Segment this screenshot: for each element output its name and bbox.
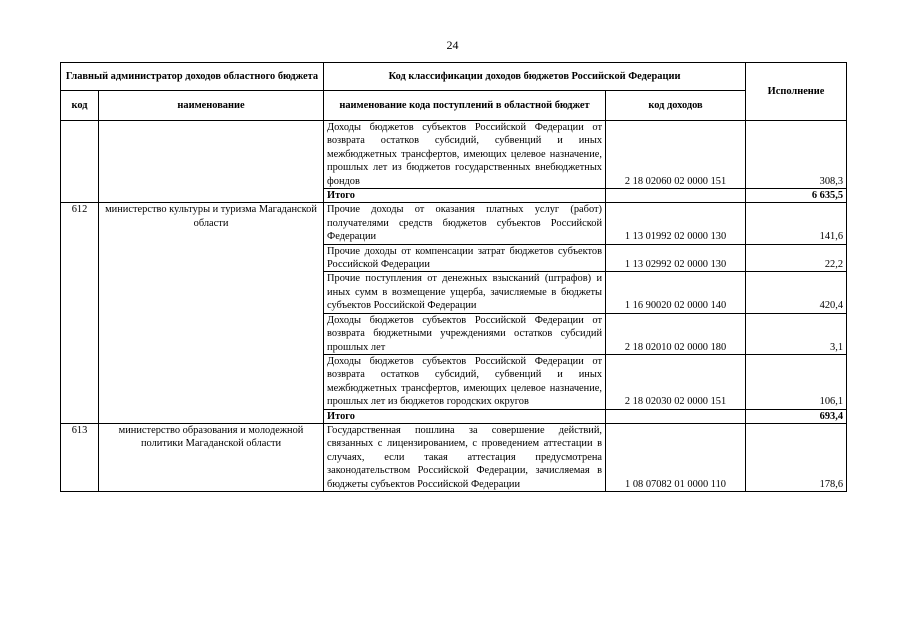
total-row	[61, 409, 847, 423]
table-row	[61, 313, 847, 354]
income-name-column-header: наименование кода поступлений в областной бюджет	[324, 91, 606, 121]
table-row	[61, 423, 847, 491]
income-code: 2 18 02060 02 0000 151	[606, 121, 746, 189]
income-code: 1 08 07082 01 0000 110	[606, 423, 746, 491]
income-code: 1 13 01992 02 0000 130	[606, 203, 746, 244]
amount: 3,1	[746, 313, 847, 354]
total-label: Итого	[324, 409, 606, 423]
amount: 178,6	[746, 423, 847, 491]
income-description: Прочие поступления от денежных взысканий (штрафов) и иных сумм в возмещение ущерба, зачисляемые в бюджеты субъектов Российской Федерации	[324, 272, 606, 313]
admin-code: 612	[61, 203, 99, 244]
total-row	[61, 189, 847, 203]
table-row	[61, 203, 847, 244]
income-description: Доходы бюджетов субъектов Российской Федерации от возврата остатков субсидий, субвенций и иных межбюджетных трансфертов, имеющих целевое назначение, прошлых лет из бюджетов государственных внебюджетных фондов	[324, 121, 606, 189]
total-amount: 6 635,5	[746, 189, 847, 203]
table-row	[61, 244, 847, 272]
table-row	[61, 354, 847, 409]
classification-group-header: Код классификации доходов бюджетов Российской Федерации	[324, 63, 746, 91]
income-code: 1 13 02992 02 0000 130	[606, 244, 746, 272]
table-row	[61, 121, 847, 189]
amount: 106,1	[746, 354, 847, 409]
page-number: 24	[446, 38, 459, 52]
execution-header: Исполнение	[746, 63, 847, 121]
income-code: 1 16 90020 02 0000 140	[606, 272, 746, 313]
income-description: Прочие доходы от компенсации затрат бюджетов субъектов Российской Федерации	[324, 244, 606, 272]
admin-name: министерство образования и молодежной политики Магаданской области	[99, 423, 324, 491]
code-column-header: код	[61, 91, 99, 121]
admin-group-header: Главный администратор доходов областного бюджета	[61, 63, 324, 91]
amount: 420,4	[746, 272, 847, 313]
income-description: Доходы бюджетов субъектов Российской Федерации от возврата остатков субсидий, субвенций и иных межбюджетных трансфертов, имеющих целевое назначение, прошлых лет из бюджетов городских округов	[324, 354, 606, 409]
amount: 22,2	[746, 244, 847, 272]
income-code: 2 18 02030 02 0000 151	[606, 354, 746, 409]
table-row	[61, 272, 847, 313]
name-column-header: наименование	[99, 91, 324, 121]
total-label: Итого	[324, 189, 606, 203]
amount: 308,3	[746, 121, 847, 189]
income-code-column-header: код доходов	[606, 91, 746, 121]
budget-revenue-table	[60, 62, 847, 492]
admin-code: 613	[61, 423, 99, 491]
income-description: Прочие доходы от оказания платных услуг (работ) получателями средств бюджетов субъектов Российской Федерации	[324, 203, 606, 244]
income-code: 2 18 02010 02 0000 180	[606, 313, 746, 354]
amount: 141,6	[746, 203, 847, 244]
income-description: Государственная пошлина за совершение действий, связанных с лицензированием, с проведением аттестации в случаях, если такая аттестация предусмотрена законодательством Российской Федерации, зачисляемая в бюджеты субъектов Российской Федерации	[324, 423, 606, 491]
admin-name: министерство культуры и туризма Магаданской области	[99, 203, 324, 244]
total-amount: 693,4	[746, 409, 847, 423]
income-description: Доходы бюджетов субъектов Российской Федерации от возврата бюджетными учреждениями остатков субсидий прошлых лет	[324, 313, 606, 354]
